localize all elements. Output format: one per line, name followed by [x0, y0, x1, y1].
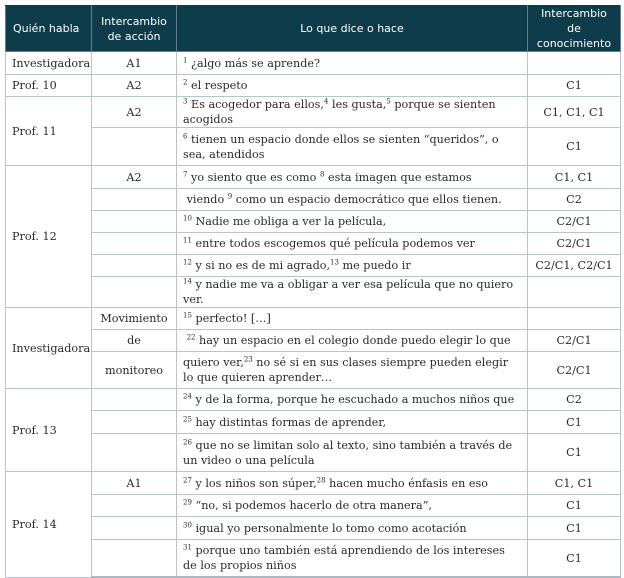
- utterance-text: porque se sienten acogidos: [183, 98, 496, 126]
- line-number: 1: [183, 55, 188, 64]
- action-cell: A1: [92, 472, 177, 495]
- table-row: [6, 472, 621, 495]
- line-number: 13: [330, 258, 339, 267]
- table-row: [6, 540, 621, 578]
- knowledge-cell: C1, C1: [528, 472, 621, 495]
- knowledge-cell: C1: [528, 517, 621, 540]
- table-row: [6, 233, 621, 255]
- table-row: [6, 330, 621, 352]
- action-cell: A2: [92, 97, 177, 128]
- line-number: 27: [183, 475, 192, 484]
- speaker-cell: Prof. 10: [6, 75, 92, 97]
- table-row: [6, 495, 621, 517]
- knowledge-cell: C1: [528, 434, 621, 472]
- line-number: 5: [386, 97, 391, 106]
- knowledge-cell: C1: [528, 495, 621, 517]
- utterance-text: hay un espacio en el colegio donde puedo elegir lo que: [195, 334, 511, 347]
- utterance-text: que no se limitan solo al texto, sino también a través de un video o una película: [183, 438, 513, 467]
- line-number: 28: [316, 475, 326, 484]
- utterance-text: Es acogedor para ellos,: [187, 98, 324, 111]
- utterance-cell: [177, 255, 528, 277]
- utterance-text: les gusta,: [328, 98, 387, 111]
- utterance-cell: [177, 211, 528, 233]
- knowledge-cell: C2/C1: [528, 352, 621, 389]
- line-number: 6: [183, 131, 188, 140]
- utterance-text: porque uno también está aprendiendo de los intereses de los propios niños: [183, 544, 505, 572]
- line-number: 23: [243, 355, 253, 364]
- header-text: Lo que dice o hace: [177, 6, 528, 52]
- knowledge-cell: C2: [528, 389, 621, 411]
- table-row: [6, 189, 621, 211]
- utterance-cell: [177, 233, 528, 255]
- utterance-cell: [177, 128, 528, 166]
- knowledge-cell: [528, 52, 621, 75]
- table-header-row: [6, 6, 621, 52]
- table-row: [6, 211, 621, 233]
- speaker-cell: Prof. 11: [6, 97, 92, 166]
- line-number: 24: [183, 392, 192, 401]
- knowledge-cell: C1: [528, 128, 621, 166]
- utterance-text: y si no es de mi agrado,: [191, 259, 331, 272]
- utterance-cell: [177, 189, 528, 211]
- table-row: [6, 75, 621, 97]
- utterance-text: “no, si podemos hacerlo de otra manera”,: [191, 499, 432, 512]
- line-number: 22: [186, 333, 196, 342]
- utterance-cell: [177, 352, 528, 389]
- utterance-text: no sé si en sus clases siempre pueden elegir lo que quieren aprender…: [183, 356, 509, 384]
- utterance-text: entre todos escogemos qué película podemos ver: [191, 237, 475, 250]
- action-cell: [92, 128, 177, 166]
- knowledge-cell: C2/C1, C2/C1: [528, 255, 621, 277]
- utterance-cell: [177, 52, 528, 75]
- table-row: [6, 434, 621, 472]
- action-cell: Movimiento: [92, 308, 177, 330]
- table-row: [6, 352, 621, 389]
- header-knowledge: Intercambio de conocimiento: [528, 6, 621, 52]
- utterance-text: viendo: [186, 193, 228, 206]
- utterance-text: igual yo personalmente lo tomo como acotación: [191, 521, 467, 535]
- action-cell: [92, 233, 177, 255]
- table-row: [6, 52, 621, 75]
- utterance-cell: [177, 97, 528, 128]
- knowledge-cell: C1: [528, 75, 621, 97]
- utterance-text: y los niños son súper,: [191, 476, 317, 490]
- knowledge-cell: C1: [528, 540, 621, 578]
- line-number: 8: [319, 169, 325, 178]
- line-number: 26: [183, 437, 192, 446]
- table-row: [6, 411, 621, 434]
- utterance-cell: [177, 308, 528, 330]
- table-row: [6, 97, 621, 128]
- speaker-cell: Investigadora: [6, 52, 92, 75]
- line-number: 4: [323, 97, 329, 106]
- knowledge-cell: C1: [528, 411, 621, 434]
- utterance-cell: [177, 411, 528, 434]
- header-action: Intercambio de acción: [92, 6, 177, 52]
- utterance-text: ¿algo más se aprende?: [187, 56, 321, 70]
- line-number: 31: [183, 543, 192, 552]
- knowledge-cell: C2/C1: [528, 330, 621, 352]
- speaker-cell: Prof. 14: [6, 472, 92, 578]
- table-row: [6, 128, 621, 166]
- utterance-cell: [177, 166, 528, 189]
- action-cell: [92, 277, 177, 308]
- line-number: 7: [183, 169, 188, 178]
- utterance-text: hay distintas formas de aprender,: [191, 415, 387, 429]
- speaker-cell: Investigadora: [6, 308, 92, 389]
- knowledge-cell: C1, C1: [528, 166, 621, 189]
- utterance-text: el respeto: [187, 79, 248, 92]
- line-number: 14: [183, 277, 192, 286]
- utterance-cell: [177, 330, 528, 352]
- utterance-text: perfecto! […]: [191, 312, 271, 325]
- utterance-text: Nadie me obliga a ver la película,: [191, 215, 387, 228]
- utterance-text: y de la forma, porque he escuchado a muchos niños que: [191, 393, 515, 406]
- table-row: [6, 308, 621, 330]
- action-cell: monitoreo: [92, 352, 177, 389]
- table-row: [6, 389, 621, 411]
- action-cell: [92, 495, 177, 517]
- action-cell: [92, 517, 177, 540]
- transcript-table-container: [5, 5, 620, 578]
- utterance-cell: [177, 472, 528, 495]
- transcript-table: [5, 5, 621, 578]
- table-row: [6, 255, 621, 277]
- action-cell: de: [92, 330, 177, 352]
- line-number: 30: [183, 520, 192, 529]
- action-cell: [92, 211, 177, 233]
- action-cell: [92, 389, 177, 411]
- header-speaker: Quién habla: [6, 6, 92, 52]
- action-cell: [92, 255, 177, 277]
- action-cell: [92, 434, 177, 472]
- line-number: 29: [183, 498, 192, 507]
- table-row: [6, 517, 621, 540]
- utterance-text: como un espacio democrático que ellos tienen.: [232, 193, 502, 206]
- knowledge-cell: C2/C1: [528, 211, 621, 233]
- knowledge-cell: [528, 277, 621, 308]
- utterance-cell: [177, 434, 528, 472]
- knowledge-cell: [528, 308, 621, 330]
- action-cell: [92, 411, 177, 434]
- action-cell: [92, 189, 177, 211]
- table-row: [6, 166, 621, 189]
- line-number: 2: [183, 78, 188, 87]
- utterance-cell: [177, 540, 528, 578]
- line-number: 3: [183, 97, 188, 106]
- line-number: 12: [183, 258, 192, 267]
- utterance-text: quiero ver,: [183, 356, 244, 369]
- action-cell: A1: [92, 52, 177, 75]
- utterance-cell: [177, 75, 528, 97]
- knowledge-cell: C1, C1, C1: [528, 97, 621, 128]
- action-cell: A2: [92, 166, 177, 189]
- speaker-cell: Prof. 12: [6, 166, 92, 308]
- utterance-cell: [177, 517, 528, 540]
- utterance-text: esta imagen que estamos: [324, 170, 472, 184]
- line-number: 11: [183, 236, 192, 245]
- action-cell: [92, 540, 177, 578]
- action-cell: A2: [92, 75, 177, 97]
- utterance-cell: [177, 389, 528, 411]
- utterance-text: me puedo ir: [338, 259, 411, 272]
- utterance-cell: [177, 277, 528, 308]
- utterance-text: y nadie me va a obligar a ver esa película que no quiero ver.: [183, 278, 514, 306]
- utterance-text: tienen un espacio donde ellos se sienten “queridos”, o sea, atendidos: [183, 132, 499, 161]
- knowledge-cell: C2: [528, 189, 621, 211]
- line-number: 9: [227, 192, 233, 201]
- utterance-text: yo siento que es como: [187, 170, 320, 184]
- table-row: [6, 277, 621, 308]
- utterance-cell: [177, 495, 528, 517]
- knowledge-cell: C2/C1: [528, 233, 621, 255]
- line-number: 25: [183, 414, 192, 423]
- line-number: 10: [183, 214, 192, 223]
- line-number: 15: [183, 311, 192, 320]
- utterance-text: hacen mucho énfasis en eso: [325, 476, 488, 490]
- speaker-cell: Prof. 13: [6, 389, 92, 472]
